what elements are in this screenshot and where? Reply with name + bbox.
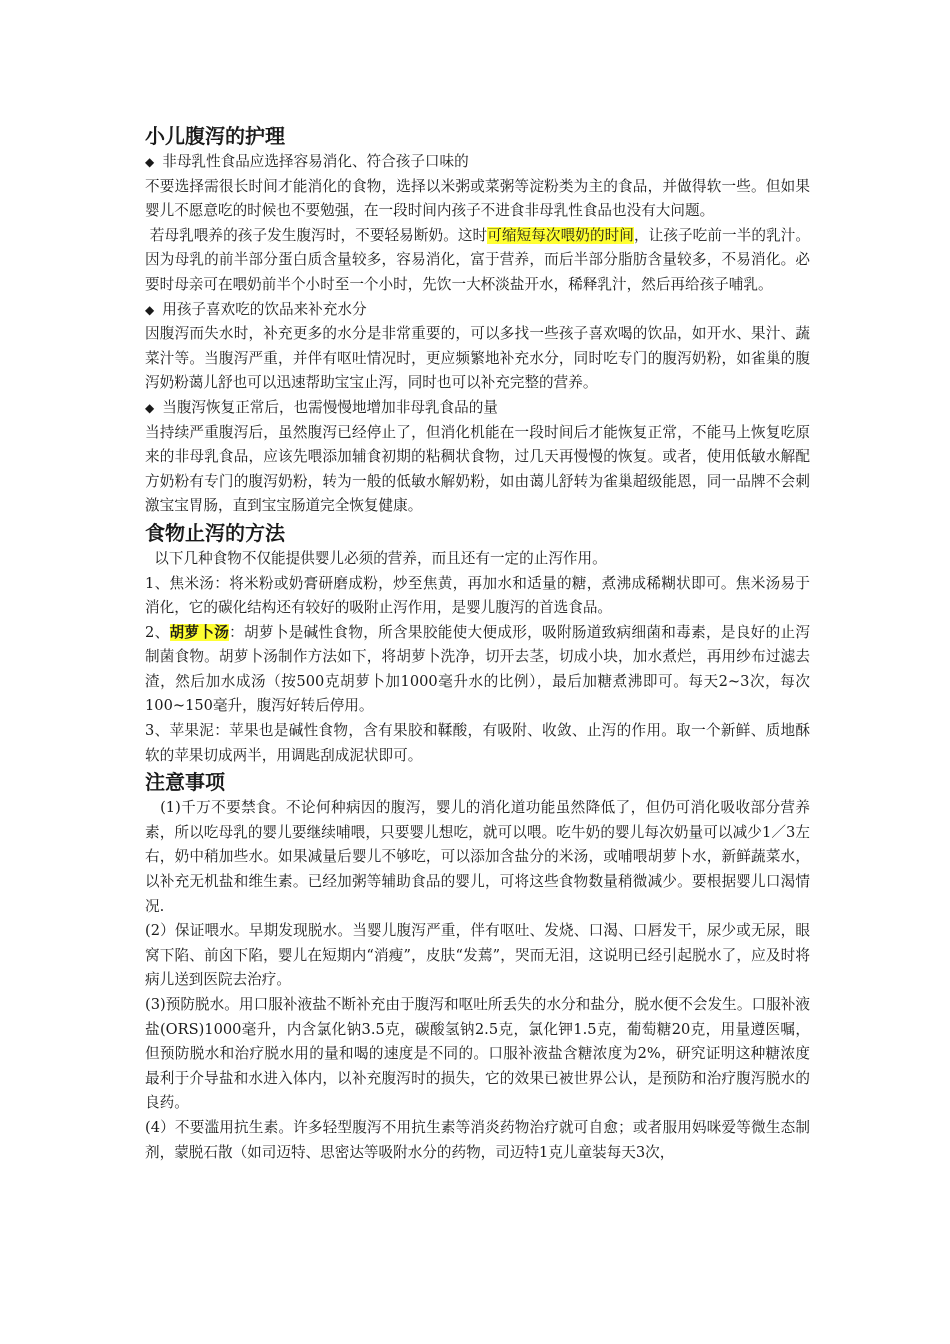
highlighted-text: 可缩短每次喂奶的时间 [487,226,634,244]
paragraph: 因腹泻而失水时，补充更多的水分是非常重要的，可以多找一些孩子喜欢喝的饮品，如开水、果汁、蔬菜汁等。当腹泻严重，并伴有呕吐情况时，更应频繁地补充水分，同时吃专门的腹泻奶粉，如雀巢的腹泻奶粉蔼儿舒也可以迅速帮助宝宝止泻，同时也可以补充完整的营养。 [145,325,810,392]
paragraph: (2）保证喂水。早期发现脱水。当婴儿腹泻严重，伴有呕吐、发烧、口渴、口唇发干，尿少或无尿，眼窝下陷、前囟下陷，婴儿在短期内“消瘦”，皮肤“发蔫”，哭而无泪，这说明已经引起脱水了，应及时将病儿送到医院去治疗。 [145,922,810,989]
paragraph: (3)预防脱水。用口服补液盐不断补充由于腹泻和呕吐所丢失的水分和盐分，脱水便不会发生。口服补液盐(ORS)1000毫升，内含氯化钠3.5克，碳酸氢钠2.5克，氯化钾1.5克，葡萄糖20克，用量遵医嘱，但预防脱水和治疗脱水用的量和喝的速度是不同的。口服补液盐含糖浓度为2%，研究证明这种糖浓度最利于介导盐和水进入体内，以补充腹泻时的损失，它的效果已被世界公认，是预防和治疗腹泻脱水的良药。 [145,996,810,1112]
bullet-item [145,396,810,421]
bullet-text: 当腹泻恢复正常后，也需慢慢地增加非母乳食品的量 [162,398,498,416]
document-content [145,122,810,1165]
section-title: 食物止泻的方法 [145,520,285,545]
bullet-item [145,150,810,175]
paragraph: (1)千万不要禁食。不论何种病因的腹泻，婴儿的消化道功能虽然降低了，但仍可消化吸收部分营养素，所以吃母乳的婴儿要继续哺喂，只要婴儿想吃，就可以喂。吃牛奶的婴儿每次奶量可以减少1／3左右，奶中稍加些水。如果减量后婴儿不够吃，可以添加含盐分的米汤，或哺喂胡萝卜水，新鲜蔬菜水，以补充无机盐和维生素。已经加粥等辅助食品的婴儿，可将这些食物数量稍微减少。要根据婴儿口渴情况. [145,799,810,915]
diamond-bullet-icon: ◆ [145,302,155,317]
paragraph: (4）不要滥用抗生素。许多轻型腹泻不用抗生素等消炎药物治疗就可自愈；或者服用妈咪爱等微生态制剂，蒙脱石散（如司迈特、思密达等吸附水分的药物，司迈特1克儿童装每天3次， [145,1118,810,1161]
paragraph [145,224,810,298]
section-title: 小儿腹泻的护理 [145,124,285,148]
paragraph [145,621,810,719]
highlighted-text: 胡萝卜汤 [169,623,230,641]
bullet-text: 非母乳性食品应选择容易消化、符合孩子口味的 [162,153,469,170]
text-run: 2、 [145,623,170,641]
text-run: ，让孩子吃前一半的乳汁。因为母乳的前半部分蛋白质含量较多，容易消化，富于营养，而后半部分脂肪含量较多，不易消化。必要时母亲可在喂奶前半个小时至一个小时，先饮一大杯淡盐开水，稀释乳汁，然后再给孩子哺乳。 [145,226,810,293]
section-title: 注意事项 [145,770,225,795]
bullet-item [145,298,810,323]
paragraph: 3、苹果泥：苹果也是碱性食物，含有果胶和鞣酸，有吸附、收敛、止泻的作用。取一个新鲜、质地酥软的苹果切成两半，用调匙刮成泥状即可。 [145,722,810,764]
paragraph: 以下几种食物不仅能提供婴儿必须的营养，而且还有一定的止泻作用。 [145,549,607,567]
bullet-text: 用孩子喜欢吃的饮品来补充水分 [162,300,367,318]
paragraph: 1、焦米汤：将米粉或奶膏研磨成粉，炒至焦黄，再加水和适量的糖，煮沸成稀糊状即可。焦米汤易于消化，它的碳化结构还有较好的吸附止泻作用，是婴儿腹泻的首选食品。 [145,574,810,617]
diamond-bullet-icon: ◆ [145,155,155,169]
paragraph: 不要选择需很长时间才能消化的食物，选择以米粥或菜粥等淀粉类为主的食品，并做得软一些。但如果婴儿不愿意吃的时候也不要勉强，在一段时间内孩子不进食非母乳性食品也没有大问题。 [145,177,810,220]
text-run: 若母乳喂养的孩子发生腹泻时，不要轻易断奶。这时 [145,226,488,244]
diamond-bullet-icon: ◆ [145,400,155,415]
text-run: ：胡萝卜是碱性食物，所含果胶能使大便成形，吸附肠道致病细菌和毒素，是良好的止泻制菌食物。胡萝卜汤制作方法如下，将胡萝卜洗净，切开去茎，切成小块，加水煮烂，再用纱布过滤去渣，然后加水成汤（按500克胡萝卜加1000毫升水的比例），最后加糖煮沸即可。每天2~3次，每次100~150毫升，腹泻好转后停用。 [145,623,810,715]
paragraph: 当持续严重腹泻后，虽然腹泻已经停止了，但消化机能在一段时间后才能恢复正常，不能马上恢复吃原来的非母乳食品，应该先喂添加辅食初期的粘稠状食物，过几天再慢慢的恢复。或者，使用低敏水解配方奶粉有专门的腹泻奶粉，转为一般的低敏水解奶粉，如由蔼儿舒转为雀巢超级能恩，同一品牌不会刺激宝宝胃肠，直到宝宝肠道完全恢复健康。 [145,423,810,515]
